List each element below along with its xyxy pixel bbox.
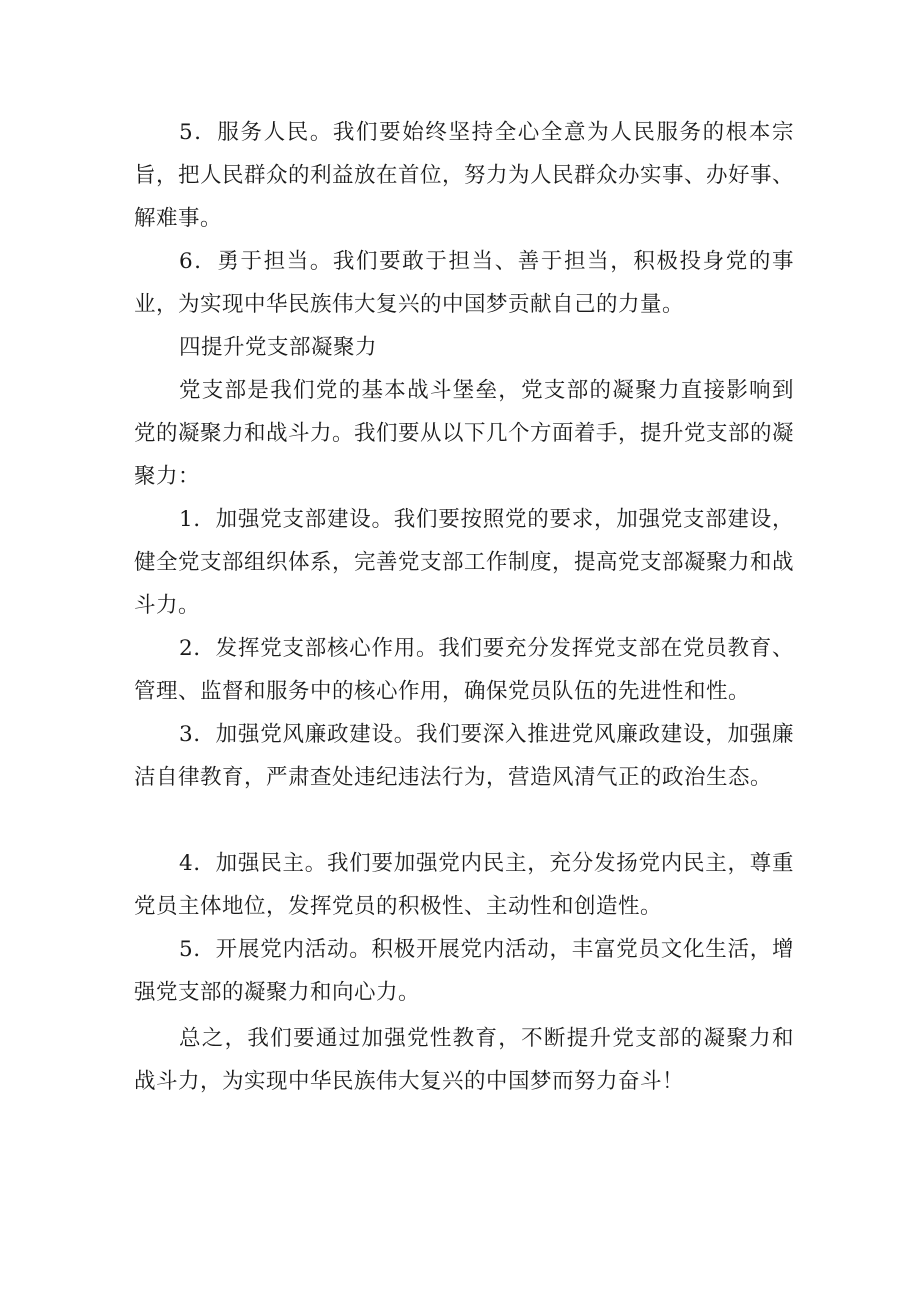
paragraph-item-2: 2．发挥党支部核心作用。我们要充分发挥党支部在党员教育、管理、监督和服务中的核心作用，确保党员队伍的先进性和性。 <box>134 636 794 704</box>
paragraph-section-intro: 党支部是我们党的基本战斗堡垒，党支部的凝聚力直接影响到党的凝聚力和战斗力。我们要从以下几个方面着手，提升党支部的凝聚力： <box>134 378 795 489</box>
paragraph-take-responsibility: 6．勇于担当。我们要敢于担当、善于担当，积极投身党的事业，为实现中华民族伟大复兴的中国梦贡献自己的力量。 <box>134 249 794 317</box>
section-heading: 四提升党支部凝聚力 <box>179 335 378 360</box>
paragraph-item-3: 3．加强党风廉政建设。我们要深入推进党风廉政建设，加强廉洁自律教育，严肃查处违纪违法行为，营造风清气正的政治生态。 <box>134 722 794 790</box>
paragraph-item-5: 5．开展党内活动。积极开展党内活动，丰富党员文化生活，增强党支部的凝聚力和向心力。 <box>134 937 794 1005</box>
paragraph-item-1: 1．加强党支部建设。我们要按照党的要求，加强党支部建设，健全党支部组织体系，完善党支部工作制度，提高党支部凝聚力和战斗力。 <box>134 507 795 618</box>
paragraph-serve-people: 5．服务人民。我们要始终坚持全心全意为人民服务的根本宗旨，把人民群众的利益放在首位，努力为人民群众办实事、办好事、解难事。 <box>134 120 795 231</box>
paragraph-item-4: 4．加强民主。我们要加强党内民主，充分发扬党内民主，尊重党员主体地位，发挥党员的积极性、主动性和创造性。 <box>134 851 794 919</box>
paragraph-conclusion: 总之，我们要通过加强党性教育，不断提升党支部的凝聚力和战斗力，为实现中华民族伟大复兴的中国梦而努力奋斗！ <box>134 1026 794 1094</box>
